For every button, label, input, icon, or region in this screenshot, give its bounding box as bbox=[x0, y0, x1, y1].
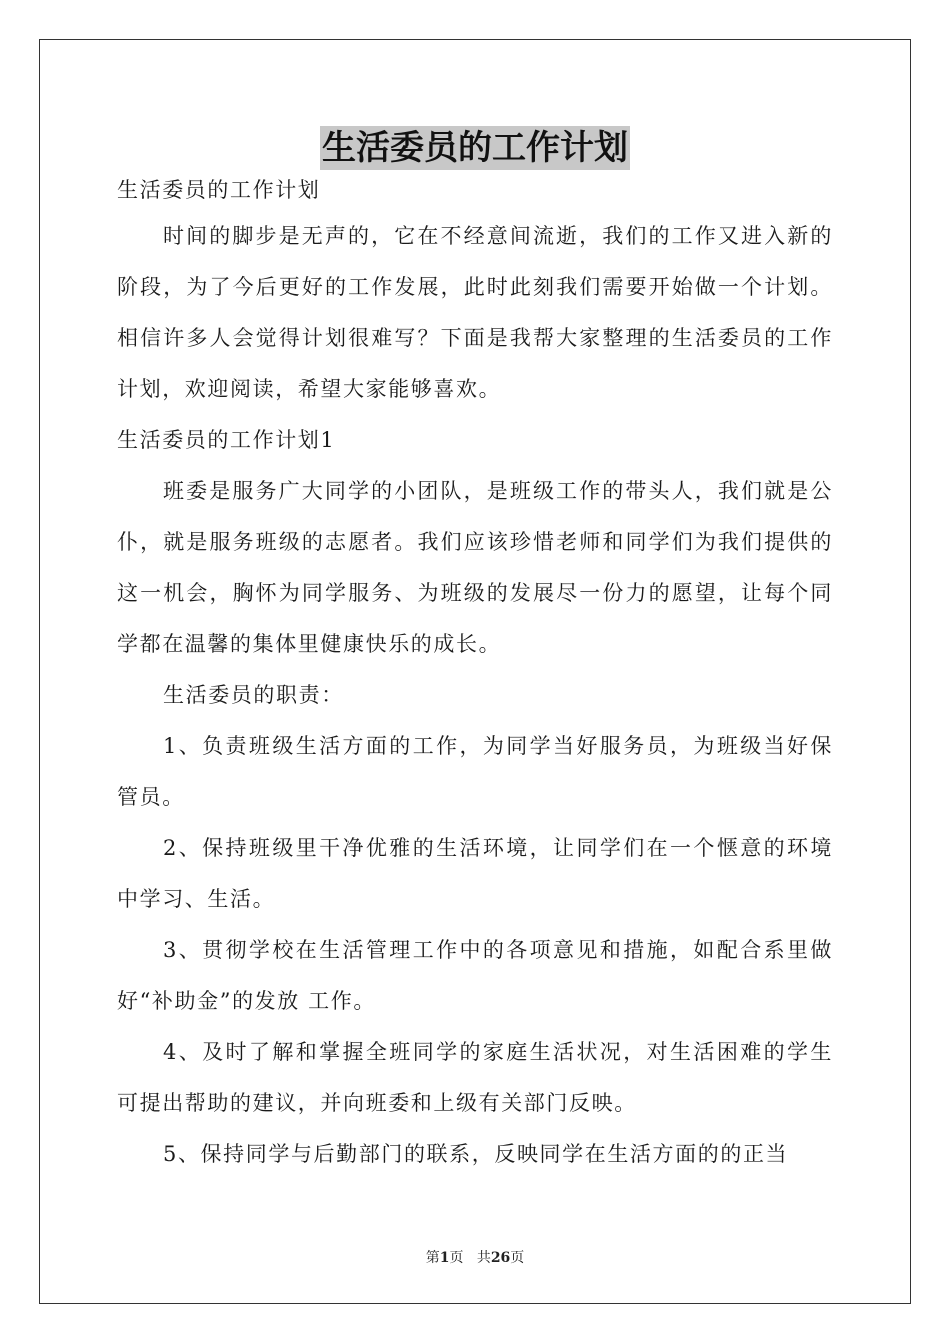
current-page-number: 1 bbox=[439, 1250, 450, 1266]
duty-item: 2、保持班级里干净优雅的生活环境，让同学们在一个惬意的环境中学习、生活。 bbox=[117, 836, 833, 911]
section-heading: 生活委员的工作计划1 bbox=[117, 428, 336, 452]
duty-item: 4、及时了解和掌握全班同学的家庭生活状况，对生活困难的学生可提出帮助的建议，并向班委和上级有关部门反映。 bbox=[117, 1040, 833, 1115]
duty-item: 1、负责班级生活方面的工作，为同学当好服务员，为班级当好保管员。 bbox=[117, 734, 833, 809]
duty-item: 5、保持同学与后勤部门的联系，反映同学在生活方面的的正当 bbox=[163, 1142, 789, 1166]
page-suffix: 页 bbox=[449, 1250, 464, 1266]
page-prefix: 第 bbox=[425, 1250, 440, 1266]
title-container bbox=[0, 126, 950, 170]
document-title: 生活委员的工作计划 bbox=[322, 128, 628, 168]
total-pages-number: 26 bbox=[490, 1250, 511, 1266]
page-footer bbox=[0, 1247, 950, 1267]
total-suffix: 页 bbox=[510, 1250, 525, 1266]
section-paragraph: 班委是服务广大同学的小团队，是班级工作的带头人，我们就是公仆，就是服务班级的志愿者。我们应该珍惜老师和同学们为我们提供的这一机会，胸怀为同学服务、为班级的发展尽一份力的愿望，让每个同学都在温馨的集体里健康快乐的成长。 bbox=[117, 479, 833, 656]
document-body bbox=[117, 178, 833, 1180]
total-prefix: 共 bbox=[476, 1250, 491, 1266]
intro-paragraph: 时间的脚步是无声的，它在不经意间流逝，我们的工作又进入新的阶段，为了今后更好的工作发展，此时此刻我们需要开始做一个计划。相信许多人会觉得计划很难写？下面是我帮大家整理的生活委员的工作计划，欢迎阅读，希望大家能够喜欢。 bbox=[117, 224, 833, 401]
duties-label: 生活委员的职责： bbox=[163, 683, 344, 707]
document-subtitle: 生活委员的工作计划 bbox=[117, 178, 321, 202]
duty-item: 3、贯彻学校在生活管理工作中的各项意见和措施，如配合系里做好“补助金”的发放 工作。 bbox=[117, 938, 833, 1013]
